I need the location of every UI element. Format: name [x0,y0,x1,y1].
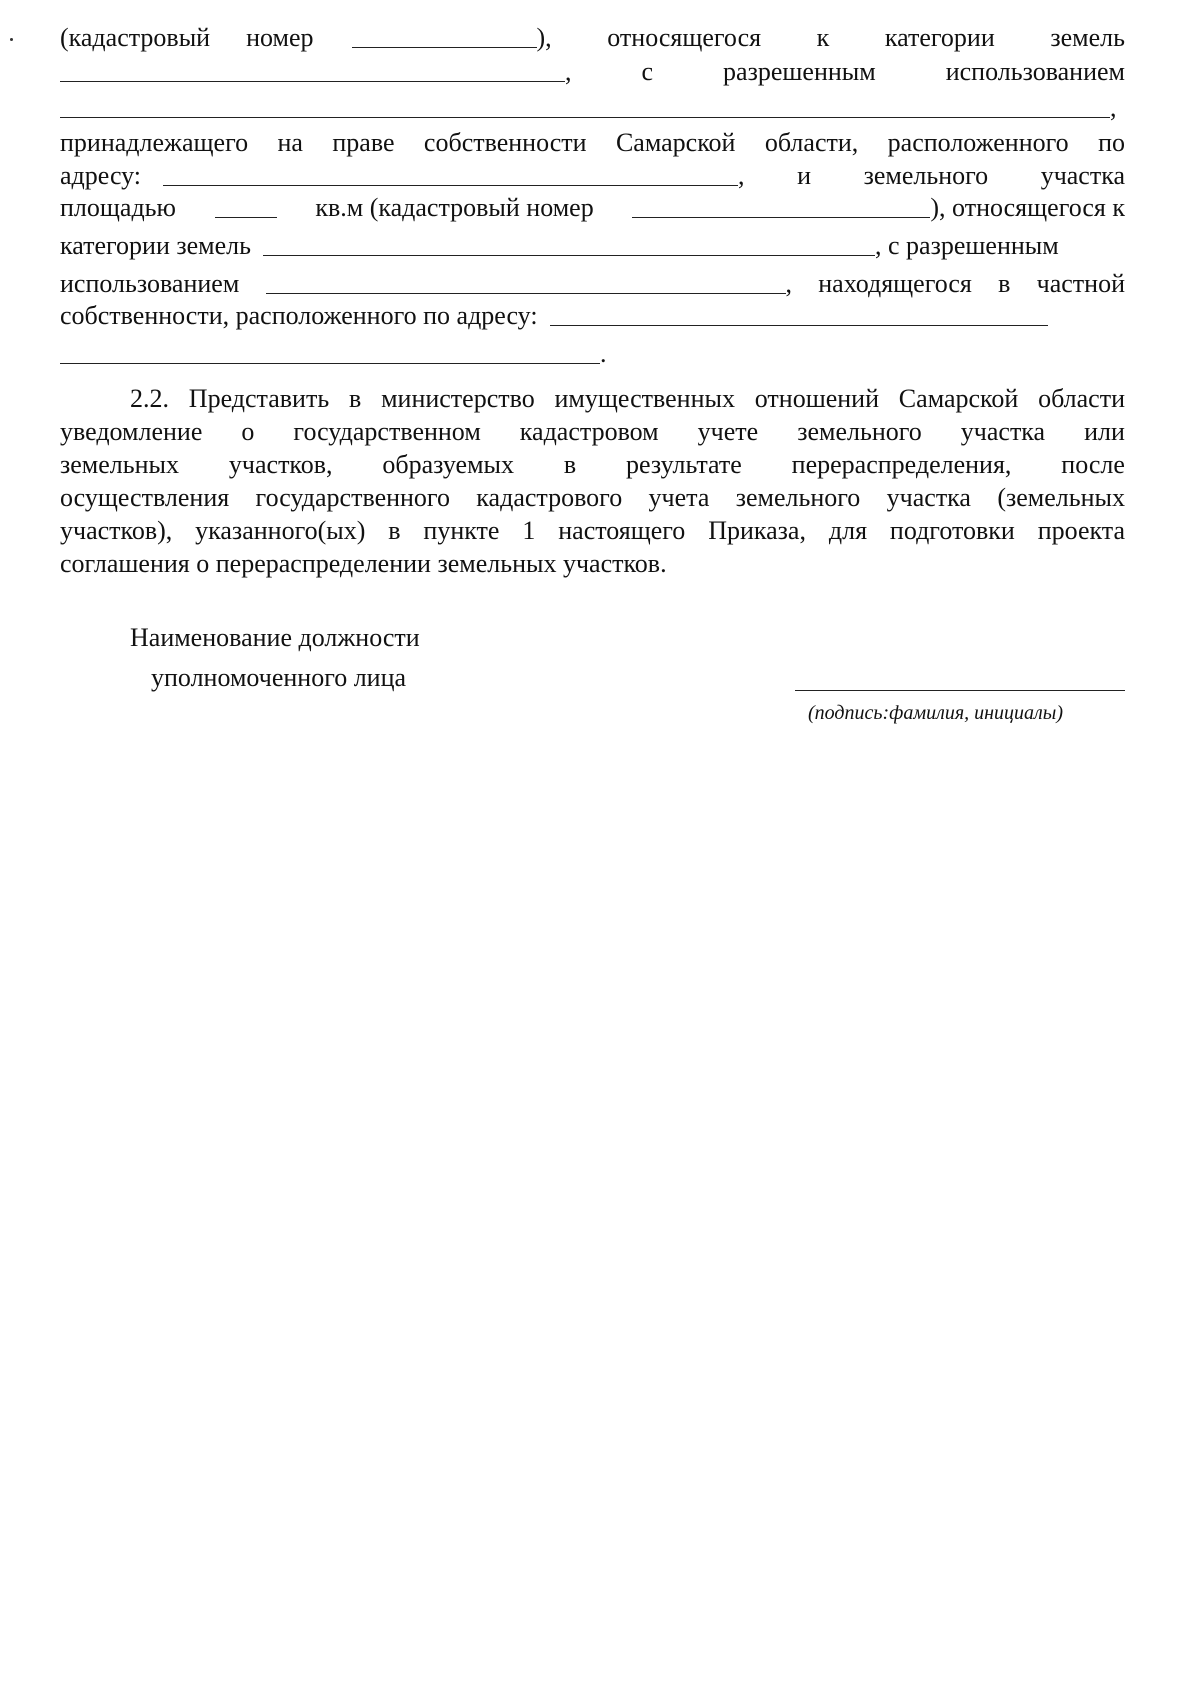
period: . [600,339,607,368]
private-line [60,268,1125,300]
authorized-person-label: уполномоченного лица [151,663,407,692]
word: государственном [293,417,481,446]
category-blank [263,233,875,256]
word: уведомление [60,417,203,446]
cadastral-line [60,22,1125,54]
address-label: адресу: [60,161,142,190]
ownership-text: принадлежащего на праве собственности Самарской области, расположенного по [60,128,1125,157]
paragraph-2-2-line-5 [60,515,1125,547]
lands-word: земель [1050,23,1125,52]
permitted-use-blank-line [60,92,1125,124]
ownership-line [60,127,1125,159]
paragraph-text: осуществления государственного кадастрового учета земельного участка (земельных [60,483,1125,512]
private-address-end-line [60,338,1125,370]
permitted-word: разрешенным [723,57,876,86]
permitted-use-blank [60,95,1110,118]
second-cadastral-blank [632,195,930,218]
comma: , [738,161,745,190]
category-line [60,230,1125,262]
use-label: использованием [60,269,240,298]
area-line [60,192,1125,224]
word: участков, [228,450,333,479]
address-line [60,160,1125,192]
private-address-label: собственности, расположенного по адресу: [60,301,538,330]
cadastral-label: (кадастровый [60,23,211,52]
word: или [1084,417,1125,446]
area-label: площадью [60,193,176,222]
comma: , [1110,93,1117,122]
word: результате [626,450,742,479]
with-word: с [641,57,654,86]
signature-line [795,690,1125,691]
comma: , [565,57,572,86]
cadastral-close: ), [536,23,552,52]
land-category-blank [60,59,565,82]
paragraph-text: 2.2. Представить в министерство имущественных отношений Самарской области [130,384,1125,413]
private-address-blank [550,303,1048,326]
paragraph-2-2-line-4 [60,482,1125,514]
area-tail: ), относящегося к [930,193,1125,222]
use-word: использованием [945,57,1125,86]
word: кадастровом [519,417,659,446]
plot-word: участка [1040,161,1125,190]
to-word: к [816,23,830,52]
word: перераспределения, [791,450,1012,479]
word: учете [697,417,759,446]
paragraph-2-2-line-1 [60,383,1125,415]
second-use-blank [266,271,786,294]
permitted-use-line [60,56,1125,88]
word: о [241,417,255,446]
category-label: категории земель [60,231,251,260]
margin-dot [10,38,13,41]
area-blank [215,195,277,218]
word: земельного [797,417,922,446]
paragraph-text: участков), указанного(ых) в пункте 1 настоящего Приказа, для подготовки проекта [60,516,1125,545]
land-word: земельного [863,161,989,190]
cadastral-number-blank [352,25,537,48]
area-unit-text: кв.м (кадастровый номер [315,193,594,222]
signature-caption: (подпись:фамилия, инициалы) [808,702,1063,724]
private-word: частной [1036,269,1125,298]
word: участка [960,417,1046,446]
word: после [1061,450,1125,479]
private-address-blank-2 [60,341,600,364]
paragraph-2-2-line-2 [60,416,1125,448]
private-address-line [60,300,1125,332]
comma: , [785,269,793,298]
category-tail: , с разрешенным [875,231,1059,260]
and-word: и [797,161,812,190]
word: в [563,450,577,479]
address-blank [163,163,738,186]
position-title: Наименование должности [130,623,420,652]
number-label: номер [246,23,314,52]
word: земельных [60,450,180,479]
word: образуемых [382,450,515,479]
category-word: категории [884,23,995,52]
located-word: находящегося [818,269,972,298]
paragraph-text: соглашения о перераспределении земельных участков. [60,549,667,578]
relating-word: относящегося [607,23,762,52]
paragraph-2-2-line-6 [60,548,1125,580]
paragraph-2-2-line-3 [60,449,1125,481]
in-word: в [998,269,1011,298]
